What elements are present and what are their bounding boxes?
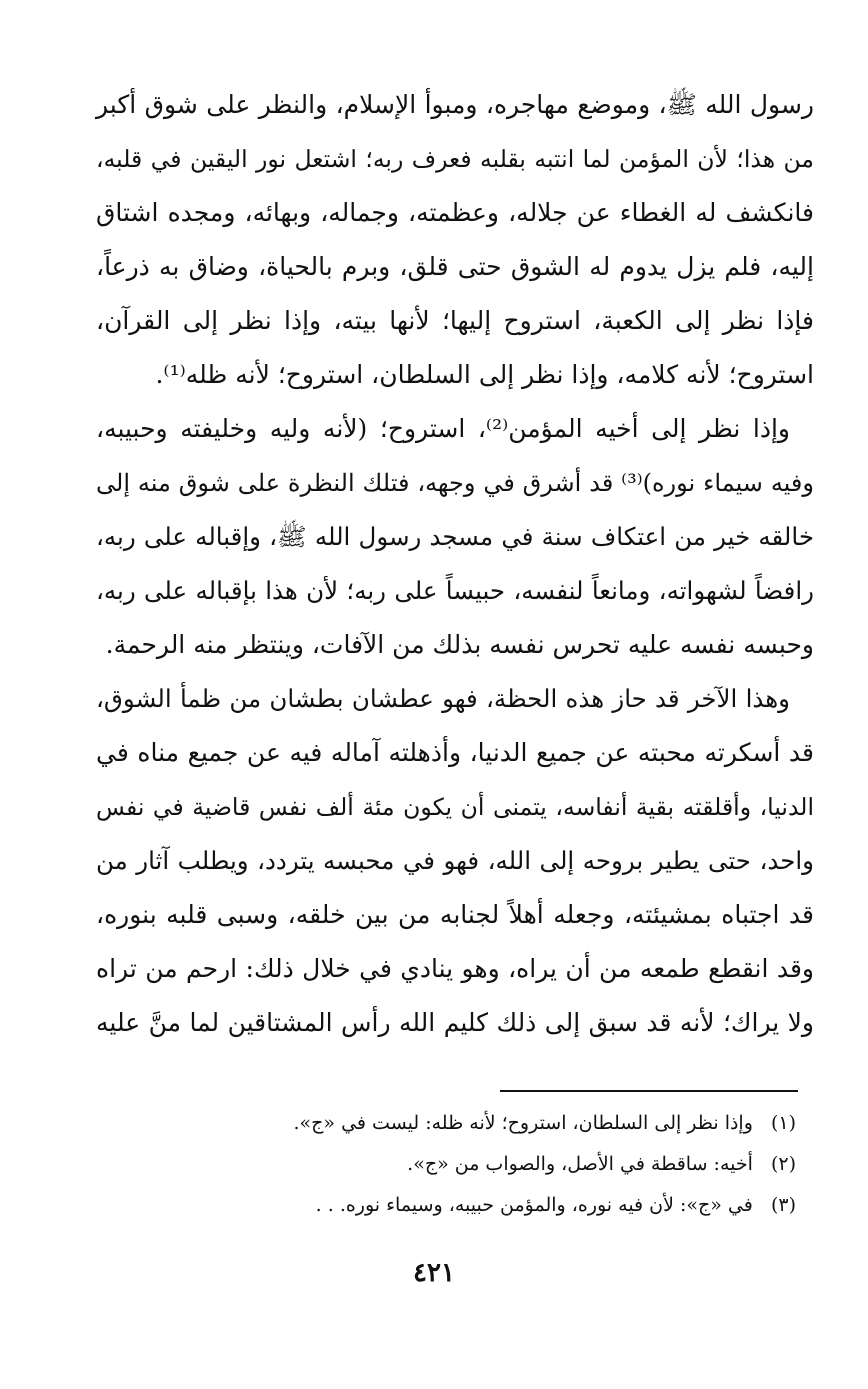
- text-line: واحد، حتى يطير بروحه إلى الله، فهو في محبسه يتردد، ويطلب آثار من: [96, 846, 814, 875]
- text-line: خالقه خير من اعتكاف سنة في مسجد رسول الله ﷺ، وإقباله على ربه،: [96, 522, 814, 551]
- footnote-number: (٢): [770, 1153, 796, 1175]
- footnote-text: وإذا نظر إلى السلطان، استروح؛ لأنه ظله: ليست في «ج».: [293, 1112, 753, 1134]
- footnote-text: في «ج»: لأن فيه نوره، والمؤمن حبيبه، وسيماء نوره. . .: [315, 1194, 753, 1216]
- footnotes: [200, 1103, 796, 1226]
- text-line: من هذا؛ لأن المؤمن لما انتبه بقلبه فعرف ربه؛ اشتعل نور اليقين في قلبه،: [96, 145, 814, 173]
- main-text: [96, 78, 814, 1050]
- text-line: الدنيا، وأقلقته بقية أنفاسه، يتمنى أن يكون مئة ألف نفس قاضية في نفس: [96, 793, 814, 821]
- text-line: وإذا نظر إلى أخيه المؤمن⁽²⁾، استروح؛ (لأنه وليه وخليفته وحبيبه،: [96, 414, 790, 443]
- text-line: وهذا الآخر قد حاز هذه الحظة، فهو عطشان بطشان من ظمأ الشوق،: [96, 684, 790, 713]
- footnote-item: [200, 1185, 796, 1226]
- footnote-text: أخيه: ساقطة في الأصل، والصواب من «ج».: [407, 1153, 753, 1175]
- text-line: وقد انقطع طمعه من أن يراه، وهو ينادي في خلال ذلك: ارحم من تراه: [96, 954, 814, 983]
- footnote-number: (١): [770, 1112, 796, 1134]
- text-line: وحبسه نفسه عليه تحرس نفسه بذلك من الآفات، وينتظر منه الرحمة.: [105, 630, 814, 659]
- footnote-divider: [500, 1090, 798, 1092]
- text-line: رافضاً لشهواته، ومانعاً لنفسه، حبيساً على ربه؛ لأن هذا بإقباله على ربه،: [96, 576, 814, 605]
- text-line: وفيه سيماء نوره)⁽³⁾ قد أشرق في وجهه، فتلك النظرة على شوق منه إلى: [96, 469, 814, 497]
- footnote-item: [200, 1103, 796, 1144]
- text-line: قد أسكرته محبته عن جميع الدنيا، وأذهلته آماله فيه عن جميع مناه في: [96, 738, 814, 767]
- text-line: قد اجتباه بمشيئته، وجعله أهلاً لجنابه من بين خلقه، وسبى قلبه بنوره،: [96, 900, 814, 929]
- footnote-number: (٣): [770, 1194, 796, 1216]
- page-number: ٤٢١: [413, 1258, 455, 1288]
- text-line: رسول الله ﷺ، وموضع مهاجره، ومبوأ الإسلام، والنظر على شوق أكبر: [96, 90, 814, 119]
- text-line: فانكشف له الغطاء عن جلاله، وعظمته، وجماله، وبهائه، ومجده اشتاق: [96, 198, 814, 227]
- text-line: ولا يراك؛ لأنه قد سبق إلى ذلك كليم الله رأس المشتاقين لما منَّ عليه: [96, 1008, 814, 1037]
- text-line: استروح؛ لأنه كلامه، وإذا نظر إلى السلطان، استروح؛ لأنه ظله⁽¹⁾.: [155, 360, 814, 389]
- text-line: فإذا نظر إلى الكعبة، استروح إليها؛ لأنها بيته، وإذا نظر إلى القرآن،: [96, 306, 814, 335]
- footnote-item: [200, 1144, 796, 1185]
- text-line: إليه، فلم يزل يدوم له الشوق حتى قلق، وبرم بالحياة، وضاق به ذرعاً،: [96, 252, 814, 281]
